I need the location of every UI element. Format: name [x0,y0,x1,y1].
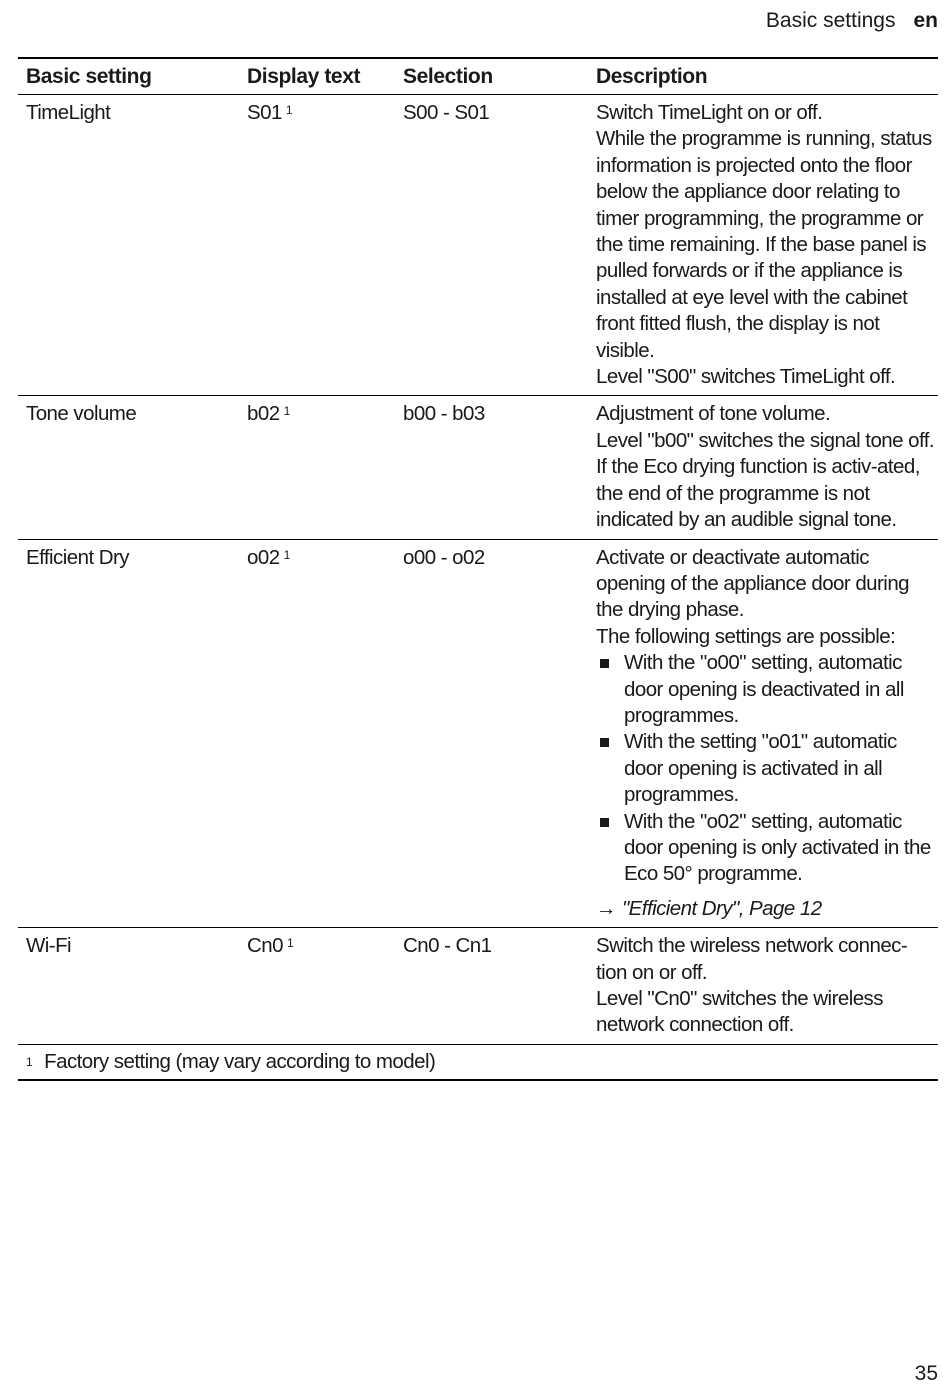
table-header-row [18,58,938,95]
column-header-display-text: Display text [247,65,361,88]
description-line: The following settings are possible: [596,624,896,648]
selection-range: o00 - o02 [403,545,485,569]
bullet-text: With the "o02" setting, automatic door opening is only activated in the Eco 50° programme. [624,809,931,886]
table-row-timelight [18,95,938,396]
cross-reference-link[interactable]: "Efficient Dry", Page 12 [621,896,822,920]
description-cell [588,396,938,539]
bullet-text: With the "o00" setting, automatic door opening is deactivated in all programmes. [624,651,904,727]
display-text-cell [239,928,395,1045]
description-line: Adjustment of tone volume. [596,402,831,426]
description-line: Level "b00" switches the signal tone off. [596,428,935,452]
setting-name: Tone volume [26,402,137,426]
display-text: o02 [247,545,280,569]
description-line: While the programme is running, status information is projected onto the floor below the appliance door relating to timer programming, the programme or the time remaining. If the base panel is pulled forwards or if the appliance is installed at eye level with the cabinet front fitted flush, the display is not visible. [596,127,932,362]
square-bullet-icon [600,659,609,668]
bullet-item [596,650,936,729]
column-header-selection: Selection [403,65,493,88]
bullet-item [596,729,936,808]
description-line: Level "S00" switches TimeLight off. [596,365,896,389]
footnote-row [18,1044,938,1080]
description-cell [588,539,938,928]
column-header-basic-setting: Basic setting [26,65,152,88]
display-text: b02 [247,402,280,426]
language-tag: en [913,9,938,32]
cross-reference [596,896,936,922]
footnote-reference: 1 [283,547,290,562]
settings-bullet-list [596,650,936,888]
setting-name: Efficient Dry [26,545,129,569]
description-cell [588,95,938,396]
running-header [766,8,938,34]
selection-range: b00 - b03 [403,402,485,426]
table-row-tone-volume [18,396,938,539]
footnote-mark: 1 [26,1054,33,1069]
basic-settings-table-container [18,57,938,1081]
section-title: Basic settings [765,9,896,32]
display-text: S01 [247,101,282,124]
description-cell [588,928,938,1045]
setting-name: TimeLight [26,101,111,124]
table-row-efficient-dry [18,539,938,928]
page-number: 35 [914,1362,938,1385]
description-line: Level "Cn0" switches the wireless network connection off. [596,987,883,1037]
selection-range: Cn0 - Cn1 [403,934,492,958]
description-line: Switch the wireless network connec-tion on or off. [596,934,908,984]
setting-name: Wi-Fi [26,934,72,958]
description-line: Activate or deactivate automatic opening of the appliance door during the drying phase. [596,545,910,622]
column-header-description: Description [596,65,708,88]
selection-range: S00 - S01 [403,101,490,124]
description-line: If the Eco drying function is activ-ated, the end of the programme is not indicated by an audible signal tone. [596,455,920,532]
basic-settings-table [18,57,938,1081]
description-line: Switch TimeLight on or off. [596,101,823,124]
display-text-cell [239,539,395,928]
table-footnote [18,1044,938,1080]
display-text-cell [239,396,395,539]
footnote-reference: 1 [283,404,290,419]
footnote-reference: 1 [286,936,294,951]
footnote-reference: 1 [285,103,292,117]
display-text: Cn0 [247,934,283,958]
square-bullet-icon [600,818,609,827]
display-text-cell [239,95,395,396]
bullet-item [596,809,936,888]
footnote-text: Factory setting (may vary according to model) [44,1049,436,1073]
square-bullet-icon [600,738,609,747]
bullet-text: With the setting "o01" automatic door opening is activated in all programmes. [624,730,897,807]
arrow-right-icon: → [596,896,616,920]
table-row-wifi [18,928,938,1045]
